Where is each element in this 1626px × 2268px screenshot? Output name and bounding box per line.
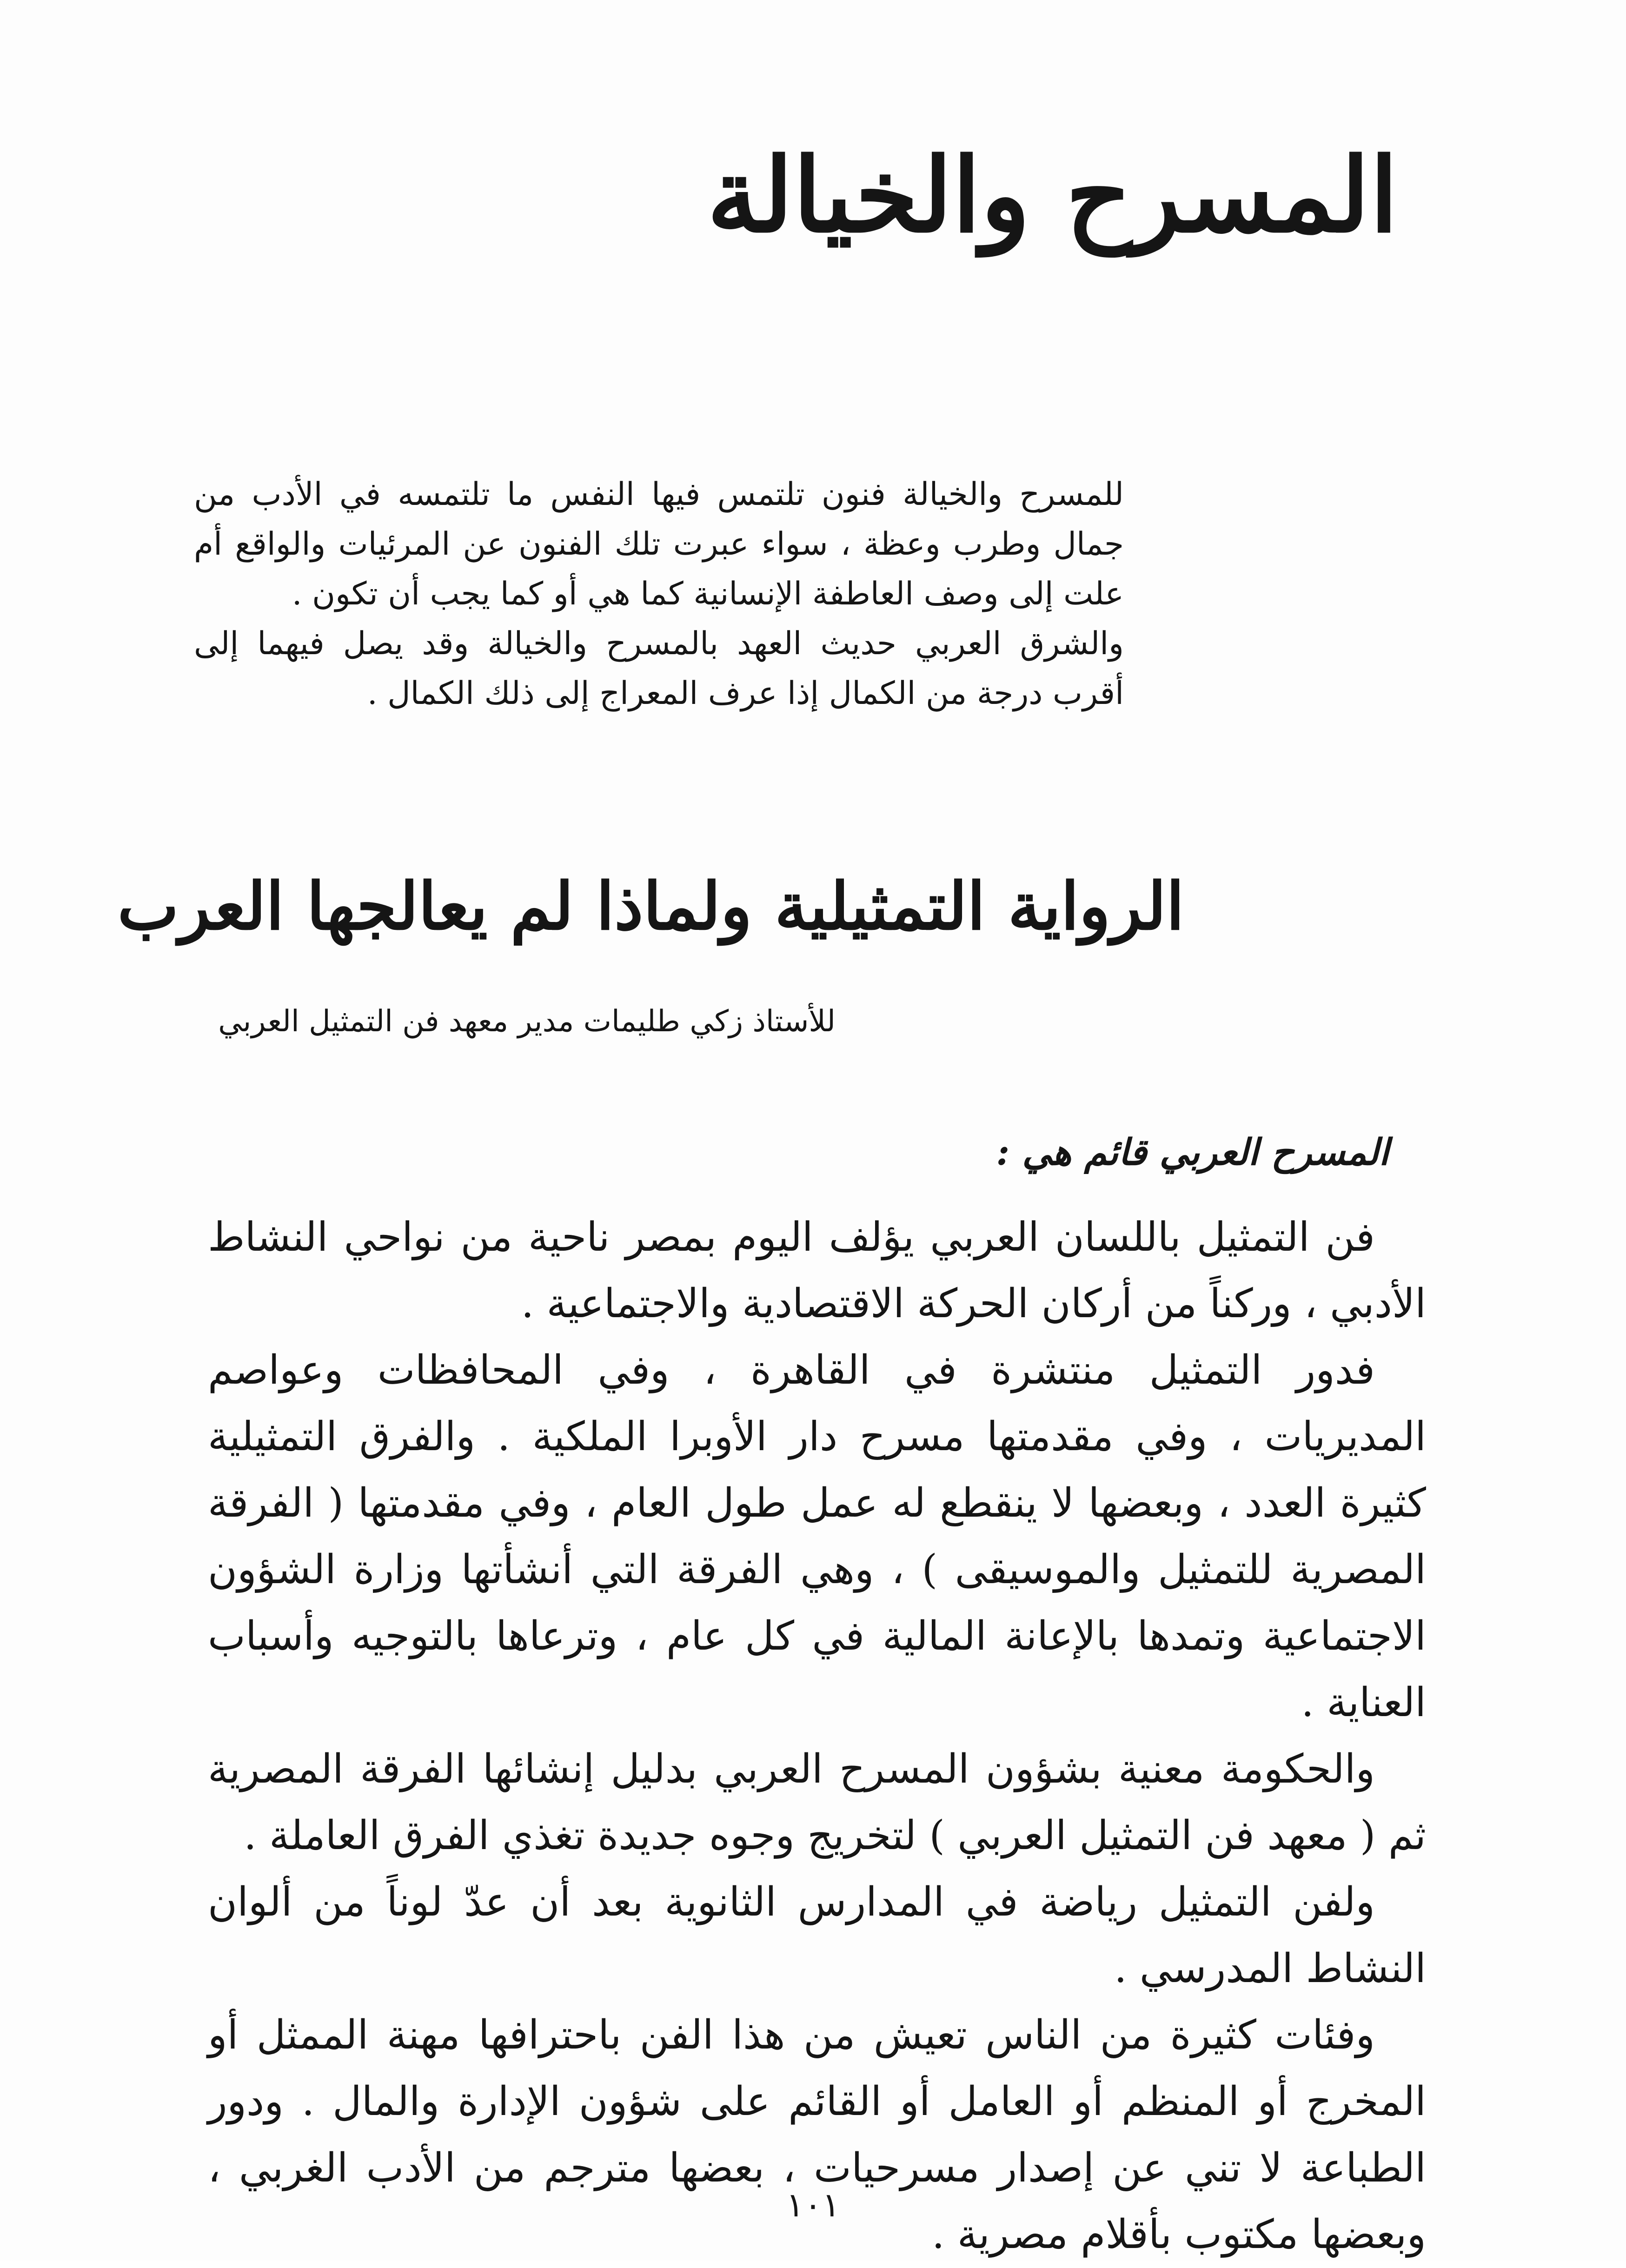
intro-block (194, 470, 1124, 718)
handwritten-subhead: المسرح العربي قائم هي : (996, 1131, 1389, 1174)
section-title: المسرح والخيالة (707, 135, 1398, 255)
author-byline: للأستاذ زكي طليمات مدير معهد فن التمثيل العربي (218, 1004, 836, 1039)
body-paragraph: ولفن التمثيل رياضة في المدارس الثانوية بعد أن عدّ لوناً من ألوان النشاط المدرسي . (208, 1879, 1426, 1992)
body-paragraph: فن التمثيل باللسان العربي يؤلف اليوم بمصر ناحية من نواحي النشاط الأدبي ، وركناً من أركان الحركة الاقتصادية والاجتماعية . (208, 1214, 1426, 1327)
body-paragraph: والحكومة معنية بشؤون المسرح العربي بدليل إنشائها الفرقة المصرية ثم ( معهد فن التمثيل العربي ) لتخريج وجوه جديدة تغذي الفرق العاملة . (208, 1746, 1426, 1859)
intro-paragraph: للمسرح والخيالة فنون تلتمس فيها النفس ما تلتمسه في الأدب من جمال وطرب وعظة ، سواء عبرت تلك الفنون عن المرئيات والواقع أم علت إلى وصف العاطفة الإنسانية كما هي أو كما يجب أن تكون . (194, 476, 1124, 612)
body-paragraph: فدور التمثيل منتشرة في القاهرة ، وفي المحافظات وعواصم المديريات ، وفي مقدمتها مسرح دار الأوبرا الملكية . والفرق التمثيلية كثيرة العدد ، وبعضها لا ينقطع له عمل طول العام ، وفي مقدمتها ( الفرقة المصرية للتمثيل والموسيقى ) ، وهي الفرقة التي أنشأتها وزارة الشؤون الاجتماعية وتمدها بالإعانة المالية في كل عام ، وترعاها بالتوجيه وأسباب العناية . (208, 1347, 1426, 1726)
article-body (208, 1204, 1426, 2268)
page-number: ١٠١ (786, 2185, 840, 2224)
body-paragraph: وفئات كثيرة من الناس تعيش من هذا الفن باحترافها مهنة الممثل أو المخرج أو المنظم أو العامل أو القائم على شؤون الإدارة والمال . ودور الطباعة لا تني عن إصدار مسرحيات ، بعضها مترجم من الأدب الغربي ، وبعضها مكتوب بأقلام مصرية . (208, 2012, 1426, 2258)
article-title: الرواية التمثيلية ولماذا لم يعالجها العرب (117, 869, 1184, 945)
intro-paragraph: والشرق العربي حديث العهد بالمسرح والخيالة وقد يصل فيهما إلى أقرب درجة من الكمال إذا عرف المعراج إلى ذلك الكمال . (194, 625, 1124, 712)
